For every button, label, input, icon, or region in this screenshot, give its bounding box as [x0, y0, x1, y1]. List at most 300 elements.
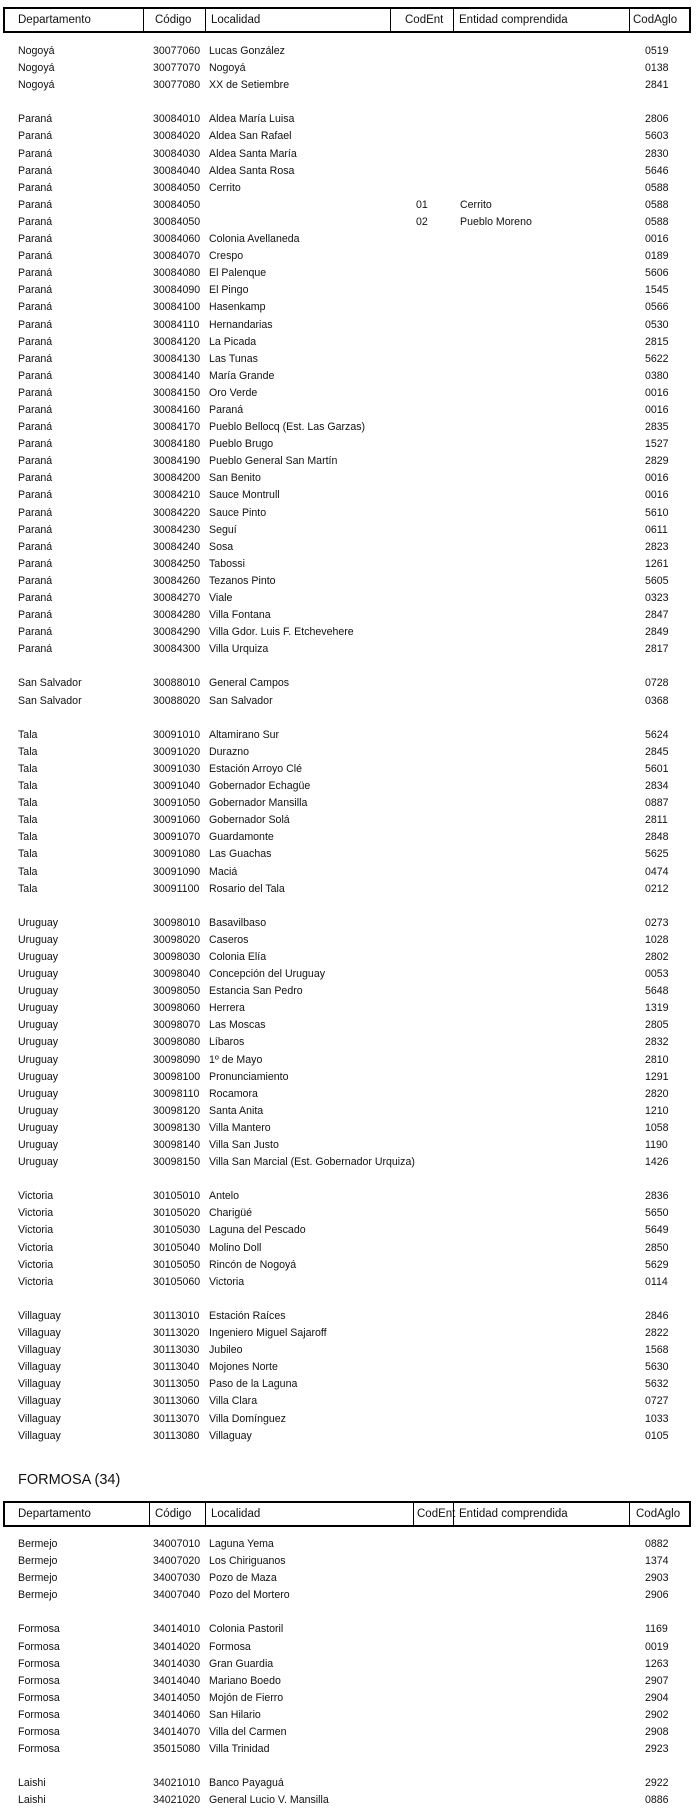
localidad-cell: Crespo [209, 250, 244, 263]
codigo-cell: 30105050 [153, 1258, 201, 1271]
departamento-cell: Tala [18, 797, 38, 810]
col-codigo: Código [155, 1508, 192, 1520]
codigo-cell: 30091040 [153, 780, 201, 793]
codaglo-cell: 0611 [645, 523, 668, 536]
departamento-cell: Formosa [18, 1691, 60, 1704]
departamento-cell: Paraná [18, 574, 53, 587]
table-row [0, 1017, 697, 1034]
table-row [0, 1411, 697, 1428]
departamento-cell: Uruguay [18, 1121, 59, 1134]
departamento-cell: Paraná [18, 472, 53, 485]
table-row [0, 1034, 697, 1051]
codigo-cell: 30113020 [153, 1327, 200, 1340]
table-row [0, 778, 697, 795]
table-row [0, 624, 697, 641]
table-row [0, 1724, 697, 1741]
departamento-cell: Paraná [18, 267, 53, 280]
localidad-cell: Hernandarias [209, 318, 273, 331]
codaglo-cell: 2823 [645, 540, 669, 553]
codaglo-cell: 0114 [645, 1275, 668, 1288]
table-row [0, 556, 697, 573]
departamento-cell: Paraná [18, 130, 53, 143]
localidad-cell: San Salvador [209, 694, 273, 707]
codigo-cell: 30084220 [153, 506, 201, 519]
departamento-cell: Tala [18, 814, 38, 827]
codaglo-cell: 0016 [645, 403, 669, 416]
codaglo-cell: 2834 [645, 780, 669, 793]
table-row [0, 453, 697, 470]
codigo-cell: 30098140 [153, 1139, 201, 1151]
localidad-cell: Pueblo Brugo [209, 438, 274, 451]
departamento-cell: Paraná [18, 403, 53, 416]
codaglo-cell: 0588 [645, 215, 669, 228]
localidad-cell: Rosario del Tala [209, 882, 285, 895]
table-row [0, 1553, 697, 1570]
codaglo-cell: 2817 [645, 643, 669, 656]
table-row [0, 932, 697, 949]
departamento-cell: Uruguay [18, 1002, 59, 1015]
localidad-cell: Paraná [209, 403, 244, 416]
localidad-cell: Altamirano Sur [209, 728, 280, 741]
table-row [0, 60, 697, 77]
codaglo-cell: 2845 [645, 745, 669, 758]
table-row [0, 795, 697, 812]
codaglo-cell: 0323 [645, 592, 669, 604]
codigo-cell: 34021010 [153, 1777, 201, 1790]
localidad-cell: Villa Urquiza [209, 643, 269, 656]
localidad-cell: Laguna Yema [209, 1538, 274, 1550]
codaglo-cell: 2830 [645, 147, 669, 160]
codaglo-cell: 5629 [645, 1258, 669, 1271]
table-row [0, 864, 697, 881]
table-row [0, 573, 697, 590]
codaglo-cell: 2806 [645, 113, 669, 126]
codigo-cell: 30084010 [153, 113, 201, 126]
localidad-cell: Banco Payaguá [209, 1777, 284, 1790]
table-row [0, 1188, 697, 1205]
codigo-cell: 30084100 [153, 301, 201, 314]
codigo-cell: 30084110 [153, 318, 200, 331]
departamento-cell: Paraná [18, 386, 53, 399]
departamento-cell: Paraná [18, 164, 53, 177]
codaglo-cell: 1527 [645, 438, 669, 451]
codaglo-cell: 0882 [645, 1538, 669, 1550]
table-row [0, 1741, 697, 1758]
localidad-cell: Antelo [209, 1190, 240, 1203]
localidad-cell: Aldea María Luisa [209, 113, 295, 126]
table-row [0, 1393, 697, 1410]
codaglo-cell: 0138 [645, 62, 669, 75]
codigo-cell: 30084160 [153, 403, 201, 416]
table-row [0, 351, 697, 368]
codaglo-cell: 0530 [645, 318, 669, 331]
col-entidad: Entidad comprendida [459, 14, 568, 26]
table-row [0, 590, 697, 607]
table-row [0, 607, 697, 624]
col-departamento: Departamento [18, 1508, 91, 1520]
departamento-cell: Paraná [18, 147, 53, 160]
codaglo-cell: 1261 [645, 557, 669, 570]
table-row [0, 146, 697, 163]
codaglo-cell: 0519 [645, 45, 669, 57]
codaglo-cell: 2848 [645, 831, 669, 844]
codigo-cell: 30098020 [153, 933, 201, 946]
column-divider [149, 1503, 150, 1525]
codigo-cell: 34014010 [153, 1623, 201, 1636]
localidad-cell: Estancia San Pedro [209, 985, 303, 998]
departamento-cell: Bermejo [18, 1572, 58, 1585]
codaglo-cell: 2841 [645, 79, 669, 92]
departamento-cell: Bermejo [18, 1555, 58, 1568]
codaglo-cell: 1058 [645, 1121, 669, 1134]
codaglo-cell: 5648 [645, 985, 669, 998]
col-codaglo: CodAglo [633, 14, 678, 26]
codaglo-cell: 0105 [645, 1429, 669, 1442]
localidad-cell: Sosa [209, 540, 234, 553]
codigo-cell: 34007020 [153, 1555, 201, 1568]
codaglo-cell: 0016 [645, 386, 669, 399]
localidad-cell: Líbaros [209, 1036, 245, 1049]
codigo-cell: 30084270 [153, 592, 201, 604]
column-divider [205, 9, 206, 31]
departamento-cell: Nogoyá [18, 45, 55, 57]
row-spacer [0, 1291, 697, 1308]
codigo-cell: 30091090 [153, 865, 201, 878]
codigo-cell: 30098130 [153, 1121, 201, 1134]
column-divider [453, 9, 454, 31]
codigo-cell: 30105010 [153, 1190, 201, 1203]
codigo-cell: 30077070 [153, 62, 201, 75]
codaglo-cell: 1568 [645, 1344, 669, 1357]
codaglo-cell: 1210 [645, 1104, 669, 1117]
codigo-cell: 30113040 [153, 1361, 200, 1374]
localidad-cell: Cerrito [209, 181, 241, 194]
localidad-cell: Basavilbaso [209, 916, 267, 929]
table-row [0, 317, 697, 334]
codigo-cell: 30091060 [153, 814, 201, 827]
localidad-cell: Pronunciamiento [209, 1070, 289, 1083]
codigo-cell: 30084180 [153, 438, 201, 451]
departamento-cell: Formosa [18, 1726, 60, 1739]
departamento-cell: Uruguay [18, 1139, 59, 1151]
codaglo-cell: 0588 [645, 181, 669, 194]
localidad-cell: Lucas González [209, 45, 285, 57]
departamento-cell: Tala [18, 745, 38, 758]
localidad-cell: Los Chiriguanos [209, 1555, 286, 1568]
codigo-cell: 30098150 [153, 1156, 201, 1169]
table-row [0, 1103, 697, 1120]
departamento-cell: Uruguay [18, 933, 59, 946]
codigo-cell: 30084030 [153, 147, 201, 160]
codent-cell: 02 [416, 215, 428, 228]
table-row [0, 1000, 697, 1017]
departamento-cell: Paraná [18, 557, 53, 570]
table-row [0, 385, 697, 402]
table-row [0, 522, 697, 539]
col-entidad: Entidad comprendida [459, 1508, 568, 1520]
localidad-cell: Victoria [209, 1275, 245, 1288]
table-row [0, 1069, 697, 1086]
table-row [0, 1656, 697, 1673]
localidad-cell: Gobernador Solá [209, 814, 290, 827]
departamento-cell: Formosa [18, 1674, 60, 1687]
codigo-cell: 30098050 [153, 985, 201, 998]
departamento-cell: Nogoyá [18, 62, 55, 75]
localidad-cell: Villa Trinidad [209, 1743, 270, 1756]
codigo-cell: 34014070 [153, 1726, 201, 1739]
codigo-cell: 30105040 [153, 1241, 201, 1254]
departamento-cell: Formosa [18, 1708, 60, 1721]
codigo-cell: 30084210 [153, 489, 201, 502]
section-title: FORMOSA (34) [18, 1472, 121, 1488]
codaglo-cell: 0212 [645, 882, 669, 895]
codigo-cell: 30091020 [153, 745, 201, 758]
localidad-cell: XX de Setiembre [209, 79, 290, 92]
departamento-cell: Paraná [18, 113, 53, 126]
table-row [0, 299, 697, 316]
codigo-cell: 30098070 [153, 1019, 201, 1032]
codaglo-cell: 0886 [645, 1794, 669, 1807]
table-row [0, 1673, 697, 1690]
departamento-cell: Uruguay [18, 1087, 59, 1100]
departamento-cell: Paraná [18, 352, 53, 365]
codaglo-cell: 0728 [645, 677, 669, 690]
codaglo-cell: 5646 [645, 164, 669, 177]
localidad-cell: Rocamora [209, 1087, 258, 1100]
row-spacer [0, 710, 697, 727]
codigo-cell: 30098080 [153, 1036, 201, 1049]
codaglo-cell: 0016 [645, 489, 669, 502]
codigo-cell: 30105020 [153, 1207, 201, 1220]
departamento-cell: Victoria [18, 1190, 54, 1203]
codigo-cell: 30098030 [153, 950, 201, 963]
table-row [0, 180, 697, 197]
codaglo-cell: 0368 [645, 694, 669, 707]
table-row [0, 1240, 697, 1257]
col-codent: CodEnt [417, 1508, 456, 1520]
localidad-cell: Pueblo Bellocq (Est. Las Garzas) [209, 421, 366, 434]
localidad-cell: Seguí [209, 523, 237, 536]
localidad-cell: General Campos [209, 677, 290, 690]
codaglo-cell: 0053 [645, 968, 669, 981]
table-header [3, 7, 691, 33]
codaglo-cell: 2903 [645, 1572, 669, 1585]
codaglo-cell: 2829 [645, 455, 669, 468]
codigo-cell: 30084050 [153, 215, 201, 228]
departamento-cell: Uruguay [18, 916, 59, 929]
departamento-cell: Paraná [18, 198, 53, 211]
departamento-cell: Paraná [18, 455, 53, 468]
departamento-cell: Paraná [18, 609, 53, 622]
departamento-cell: Paraná [18, 438, 53, 451]
localidad-cell: Jubileo [209, 1344, 243, 1357]
codigo-cell: 30091070 [153, 831, 201, 844]
table-row [0, 505, 697, 522]
codaglo-cell: 1263 [645, 1657, 669, 1670]
localidad-cell: Viale [209, 592, 233, 604]
table-row [0, 368, 697, 385]
table-row [0, 1359, 697, 1376]
departamento-cell: Formosa [18, 1640, 60, 1653]
departamento-cell: Tala [18, 728, 38, 741]
departamento-cell: Villaguay [18, 1309, 61, 1322]
table-row [0, 197, 697, 214]
codaglo-cell: 5630 [645, 1361, 669, 1374]
column-divider [629, 1503, 630, 1525]
localidad-cell: Tabossi [209, 557, 245, 570]
codaglo-cell: 5622 [645, 352, 669, 365]
table-row [0, 334, 697, 351]
departamento-cell: Tala [18, 882, 38, 895]
localidad-cell: El Pingo [209, 284, 249, 297]
codigo-cell: 30113080 [153, 1429, 200, 1442]
localidad-cell: Colonia Elía [209, 950, 267, 963]
entidad-cell: Pueblo Moreno [460, 215, 532, 228]
col-codigo: Código [155, 14, 192, 26]
departamento-cell: Tala [18, 780, 38, 793]
departamento-cell: Uruguay [18, 1019, 59, 1032]
codigo-cell: 30084090 [153, 284, 201, 297]
codigo-cell: 30084250 [153, 557, 201, 570]
codaglo-cell: 0016 [645, 472, 669, 485]
localidad-cell: Villa del Carmen [209, 1726, 287, 1739]
codaglo-cell: 1545 [645, 284, 669, 297]
localidad-cell: Las Moscas [209, 1019, 266, 1032]
column-divider [453, 1503, 454, 1525]
codigo-cell: 30113010 [153, 1309, 200, 1322]
codigo-cell: 34014040 [153, 1674, 201, 1687]
localidad-cell: Sauce Montrull [209, 489, 280, 502]
departamento-cell: Laishi [18, 1794, 46, 1807]
table-row [0, 1536, 697, 1553]
table-row [0, 248, 697, 265]
departamento-cell: Uruguay [18, 1036, 59, 1049]
codigo-cell: 30098060 [153, 1002, 201, 1015]
localidad-cell: Villa San Justo [209, 1139, 279, 1151]
codigo-cell: 34021020 [153, 1794, 201, 1807]
codaglo-cell: 0887 [645, 797, 669, 810]
table-row [0, 128, 697, 145]
table-row [0, 727, 697, 744]
localidad-cell: Villa Gdor. Luis F. Etchevehere [209, 626, 354, 639]
departamento-cell: Villaguay [18, 1361, 61, 1374]
departamento-cell: Villaguay [18, 1327, 61, 1340]
table-row [0, 829, 697, 846]
localidad-cell: Nogoyá [209, 62, 246, 75]
localidad-cell: Caseros [209, 933, 249, 946]
table-row [0, 1570, 697, 1587]
codaglo-cell: 2906 [645, 1589, 669, 1602]
codent-cell: 01 [416, 198, 428, 211]
departamento-cell: Paraná [18, 643, 53, 656]
departamento-cell: Tala [18, 848, 38, 861]
codigo-cell: 30098090 [153, 1053, 201, 1066]
table-row [0, 1621, 697, 1638]
col-localidad: Localidad [211, 14, 261, 26]
departamento-cell: Paraná [18, 626, 53, 639]
localidad-cell: Oro Verde [209, 386, 258, 399]
table-row [0, 641, 697, 658]
table-row [0, 1137, 697, 1154]
localidad-cell: Gobernador Mansilla [209, 797, 308, 810]
departamento-cell: Victoria [18, 1207, 54, 1220]
codigo-cell: 34014030 [153, 1657, 201, 1670]
row-spacer [0, 658, 697, 675]
departamento-cell: Uruguay [18, 1070, 59, 1083]
localidad-cell: Villa San Marcial (Est. Gobernador Urquiza) [209, 1156, 415, 1169]
departamento-cell: San Salvador [18, 677, 82, 690]
codaglo-cell: 2904 [645, 1691, 669, 1704]
table-row [0, 1257, 697, 1274]
column-divider [629, 9, 630, 31]
codigo-cell: 30088020 [153, 694, 201, 707]
codaglo-cell: 5603 [645, 130, 669, 143]
localidad-cell: 1º de Mayo [209, 1053, 263, 1066]
codigo-cell: 30113030 [153, 1344, 200, 1357]
localidad-cell: General Lucio V. Mansilla [209, 1794, 329, 1807]
codigo-cell: 30098010 [153, 916, 201, 929]
departamento-cell: Paraná [18, 284, 53, 297]
row-spacer [0, 1758, 697, 1775]
codigo-cell: 30091080 [153, 848, 201, 861]
table-row [0, 1587, 697, 1604]
col-departamento: Departamento [18, 14, 91, 26]
entidad-cell: Cerrito [460, 198, 492, 211]
table-row [0, 1775, 697, 1792]
departamento-cell: Villaguay [18, 1344, 61, 1357]
departamento-cell: Uruguay [18, 1104, 59, 1117]
departamento-cell: Tala [18, 831, 38, 844]
codigo-cell: 34007010 [153, 1538, 201, 1550]
codigo-cell: 30084280 [153, 609, 201, 622]
codigo-cell: 34014060 [153, 1708, 201, 1721]
codigo-cell: 30084070 [153, 250, 201, 263]
departamento-cell: Uruguay [18, 968, 59, 981]
codigo-cell: 30084130 [153, 352, 201, 365]
codigo-cell: 30084140 [153, 369, 201, 382]
localidad-cell: Guardamonte [209, 831, 274, 844]
departamento-cell: Villaguay [18, 1395, 61, 1408]
column-divider [143, 9, 144, 31]
table-row [0, 1052, 697, 1069]
localidad-cell: Gran Guardia [209, 1657, 274, 1670]
table-row [0, 436, 697, 453]
codaglo-cell: 1374 [645, 1555, 669, 1568]
codaglo-cell: 1319 [645, 1002, 669, 1015]
codigo-cell: 30091100 [153, 882, 200, 895]
localidad-cell: Durazno [209, 745, 250, 758]
departamento-cell: Bermejo [18, 1589, 58, 1602]
departamento-cell: Uruguay [18, 985, 59, 998]
row-spacer [0, 1171, 697, 1188]
departamento-cell: Tala [18, 762, 38, 775]
row-spacer [0, 94, 697, 111]
codigo-cell: 30088010 [153, 677, 201, 690]
table-row [0, 539, 697, 556]
localidad-cell: San Benito [209, 472, 261, 485]
codigo-cell: 30084200 [153, 472, 201, 485]
localidad-cell: Hasenkamp [209, 301, 266, 314]
localidad-cell: Aldea Santa Rosa [209, 164, 295, 177]
codigo-cell: 30098120 [153, 1104, 201, 1117]
departamento-cell: Paraná [18, 181, 53, 194]
codigo-cell: 30084120 [153, 335, 201, 348]
table-row [0, 77, 697, 94]
codaglo-cell: 2822 [645, 1327, 669, 1340]
codigo-cell: 30077060 [153, 45, 201, 57]
codigo-cell: 30098100 [153, 1070, 201, 1083]
departamento-cell: Uruguay [18, 1053, 59, 1066]
